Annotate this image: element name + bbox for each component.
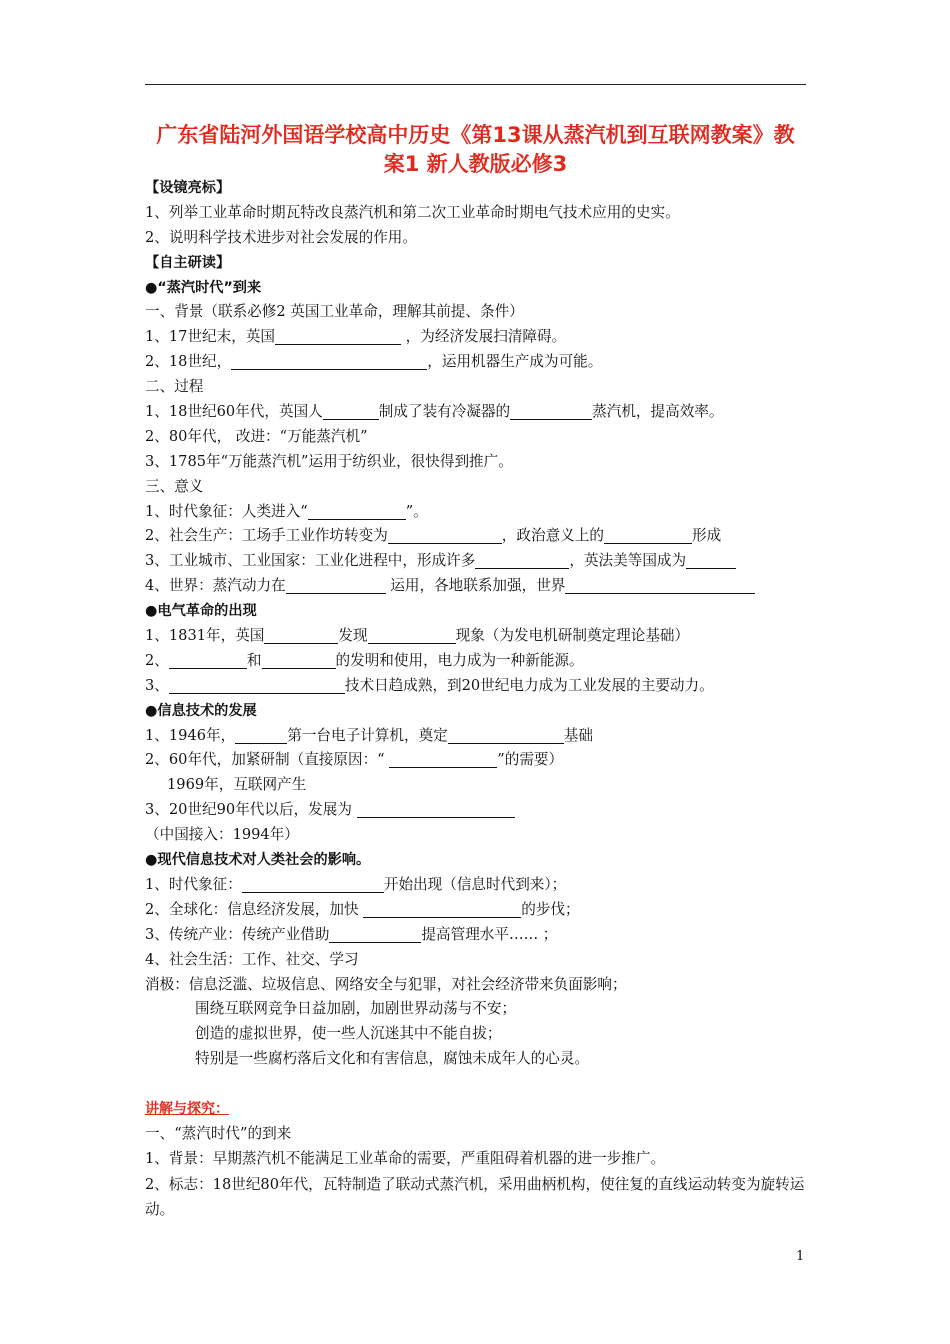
text-line: 4、社会生活：工作、社交、学习 xyxy=(145,950,359,968)
fill-line: 1、1946年， 第一台电子计算机，奠定 基础 xyxy=(145,726,593,744)
subsection-heading: ●“蒸汽时代”到来 xyxy=(145,279,262,296)
text-line: 围绕互联网竞争日益加剧，加剧世界动荡与不安； xyxy=(195,1000,517,1018)
fill-line: 2、 和 的发明和使用，电力成为一种新能源。 xyxy=(145,651,584,669)
blank-field[interactable] xyxy=(286,577,386,594)
text-line: 消极：信息泛滥、垃圾信息、网络安全与犯罪，对社会经济带来负面影响； xyxy=(145,975,627,993)
fill-line: 2、全球化：信息经济发展，加快 的步伐； xyxy=(145,900,580,918)
blank-field[interactable] xyxy=(389,751,497,768)
text-line: （中国接入：1994年） xyxy=(145,826,299,844)
page-number: 1 xyxy=(796,1249,805,1264)
text-line: 3、1785年“万能蒸汽机”运用于纺织业，很快得到推广。 xyxy=(145,452,513,470)
blank-field[interactable] xyxy=(604,527,692,544)
blank-field[interactable] xyxy=(308,503,406,520)
text-line: 1、背景：早期蒸汽机不能满足工业革命的需要，严重阻碍着机器的进一步推广。 xyxy=(145,1149,666,1167)
fill-line: 1、时代象征： 开始出现（信息时代到来）； xyxy=(145,875,567,893)
fill-line: 3、 技术日趋成熟，到20世纪电力成为工业发展的主要动力。 xyxy=(145,676,714,694)
title-line-2: 案1 新人教版必修3 xyxy=(383,152,568,176)
blank-field[interactable] xyxy=(329,926,421,943)
text-line: 创造的虚拟世界，使一些人沉迷其中不能自拔； xyxy=(195,1025,502,1043)
fill-line: 4、世界：蒸汽动力在 运用，各地联系加强，世界 xyxy=(145,574,810,599)
fill-line: 1、17世纪末，英国 ，为经济发展扫清障碍。 xyxy=(145,328,567,346)
text-line: 一、背景（联系必修2 英国工业革命，理解其前提、条件） xyxy=(145,303,524,321)
text-paragraph: 2、标志：18世纪80年代，瓦特制造了联动式蒸汽机，采用曲柄机构，使往复的直线运动转变为旋转运动。 xyxy=(145,1175,805,1218)
blank-field[interactable] xyxy=(565,577,755,594)
blank-field[interactable] xyxy=(357,801,515,818)
blank-field[interactable] xyxy=(363,901,521,918)
objective-2: 2、说明科学技术进步对社会发展的作用。 xyxy=(145,228,417,246)
blank-field[interactable] xyxy=(242,876,384,893)
fill-line: 2、60年代，加紧研制（直接原因：“ ”的需要） xyxy=(145,751,564,769)
blank-field[interactable] xyxy=(264,627,338,644)
section-heading: 【设镜亮标】 xyxy=(145,180,231,196)
document-title xyxy=(145,121,806,179)
blank-field[interactable] xyxy=(686,552,736,569)
subsection-heading: ●电气革命的出现 xyxy=(145,603,257,620)
text-line: 1969年，互联网产生 xyxy=(167,776,307,794)
section-heading-red: 讲解与探究： xyxy=(145,1101,229,1118)
blank-field[interactable] xyxy=(368,627,456,644)
fill-line: 3、工业城市、工业国家：工业化进程中，形成许多 ，英法美等国成为 xyxy=(145,549,810,574)
blank-field[interactable] xyxy=(510,403,592,420)
blank-field[interactable] xyxy=(169,652,247,669)
fill-line: 2、18世纪， ，运用机器生产成为可能。 xyxy=(145,353,603,371)
objective-1: 1、列举工业革命时期瓦特改良蒸汽机和第二次工业革命时期电气技术应用的史实。 xyxy=(145,203,680,221)
text-line: 一、“蒸汽时代”的到来 xyxy=(145,1124,292,1142)
fill-line: 1、18世纪60年代，英国人 制成了装有冷凝器的 蒸汽机，提高效率。 xyxy=(145,403,724,421)
title-line-1: 广东省陆河外国语学校高中历史《第13课从蒸汽机到互联网教案》教 xyxy=(156,123,795,147)
blank-field[interactable] xyxy=(275,328,401,345)
section-heading: 【自主研读】 xyxy=(145,254,231,271)
subsection-heading: ●现代信息技术对人类社会的影响。 xyxy=(145,852,371,869)
text-line: 特别是一些腐朽落后文化和有害信息，腐蚀未成年人的心灵。 xyxy=(195,1050,590,1068)
blank-field[interactable] xyxy=(262,652,336,669)
header-rule xyxy=(145,84,806,85)
fill-line: 3、20世纪90年代以后，发展为 xyxy=(145,798,810,823)
blank-field[interactable] xyxy=(323,403,379,420)
text-line: 2、80年代， 改进：“万能蒸汽机” xyxy=(145,427,368,445)
blank-field[interactable] xyxy=(235,727,287,744)
blank-field[interactable] xyxy=(231,353,427,370)
blank-field[interactable] xyxy=(388,527,502,544)
document-body xyxy=(145,176,810,1222)
blank-field[interactable] xyxy=(448,727,564,744)
fill-line: 2、社会生产：工场手工业作坊转变为 ，政治意义上的 形成 xyxy=(145,527,722,545)
blank-field[interactable] xyxy=(475,552,569,569)
text-line: 二、过程 xyxy=(145,378,204,396)
fill-line: 1、1831年，英国 发现 现象（为发电机研制奠定理论基础） xyxy=(145,627,690,645)
blank-field[interactable] xyxy=(169,677,345,694)
fill-line: 1、时代象征：人类进入“ ”。 xyxy=(145,502,428,520)
subsection-heading: ●信息技术的发展 xyxy=(145,702,257,719)
text-line: 三、意义 xyxy=(145,477,204,495)
fill-line: 3、传统产业：传统产业借助 提高管理水平…… ； xyxy=(145,925,558,943)
